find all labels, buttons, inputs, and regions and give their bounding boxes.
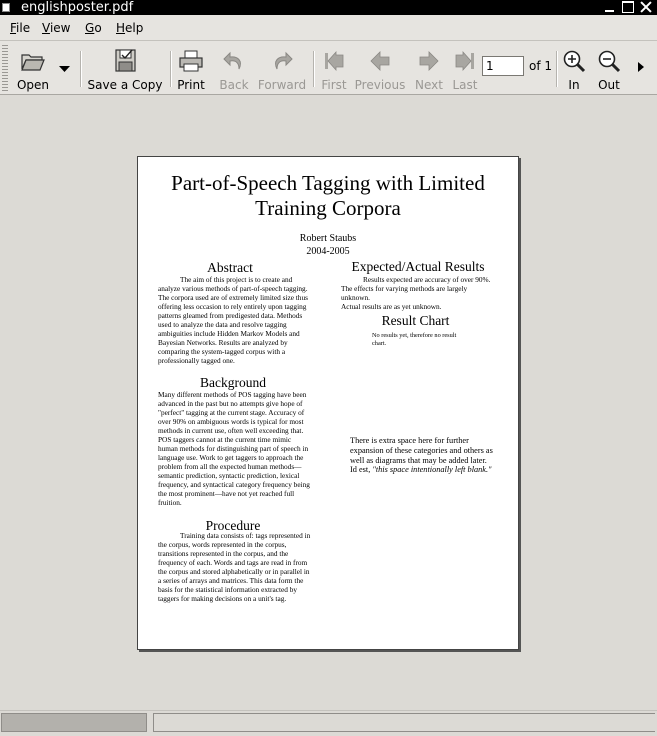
toolbar-handle[interactable] <box>2 45 8 91</box>
extra-space-note <box>350 436 494 475</box>
toolbar-overflow-arrow-icon[interactable] <box>638 62 644 72</box>
zoom-in-button[interactable] <box>560 45 588 93</box>
window-title: englishposter.pdf <box>21 0 134 15</box>
abstract-text: The aim of this project is to create and analyze various methods of part-of-speech tagging. The corpora used are of extremely limited size thus offering less occasion to rely entirely upon tagging patterns gleamed from predigested data. Methods used to analyze the data and resolve tagging ambiguities include Hidden Markov Models and Bayesian Networks. Results are analyzed by comparing the system-tagged corpus with a professionally tagged one. <box>158 275 308 365</box>
status-bar <box>0 710 657 736</box>
back-arrow-icon <box>221 49 247 73</box>
first-page-icon <box>321 49 347 73</box>
open-dropdown-arrow-icon[interactable] <box>58 65 71 73</box>
printer-icon <box>178 49 204 73</box>
next-label: Next <box>415 78 443 92</box>
zoom-out-icon <box>596 49 622 73</box>
toolbar-separator <box>170 51 172 87</box>
extra-space-italic: "this space intentionally left blank." <box>372 465 492 475</box>
first-label: First <box>321 78 347 92</box>
menu-bar <box>0 15 657 41</box>
page-number-input[interactable] <box>482 56 524 76</box>
results-text: Results expected are accuracy of over 90%. The effects for varying methods are largely unknown. <box>341 275 491 302</box>
background-heading: Background <box>200 375 266 390</box>
print-button[interactable] <box>174 45 208 93</box>
zoom-out-button[interactable] <box>594 45 624 93</box>
status-message <box>153 713 655 732</box>
next-page-button[interactable] <box>412 45 446 93</box>
author-years: 2004-2005 <box>306 246 350 257</box>
forward-button[interactable] <box>256 45 308 93</box>
results-text-block <box>341 275 491 311</box>
forward-label: Forward <box>257 78 307 92</box>
right-arrow-icon <box>416 49 442 73</box>
save-copy-label: Save a Copy <box>87 78 163 92</box>
author-block <box>138 232 518 258</box>
document-title-line1: Part-of-Speech Tagging with Limited <box>171 171 485 195</box>
background-text: Many different methods of POS tagging have been advanced in the past but no attempts give hope of "perfect" tagging at the current stage. Accuracy of over 90% on ambiguous words is typical for most methods in current use, often well exceeding that. POS taggers cannot at the current time mimic human methods for distinguishing part of speech in language use. Work to get taggers to approach the problem from all the expected human methods—semantic prediction, syntactic prediction, lexical frequency, and syntactical category frequency being the most prominent—have not yet reached full fruition. <box>158 390 310 507</box>
result-chart-heading: Result Chart <box>381 313 450 328</box>
pdf-page <box>137 156 519 650</box>
page-count-label: of 1 <box>529 59 553 73</box>
document-title <box>138 171 518 221</box>
zoom-in-icon <box>561 49 587 73</box>
menu-help[interactable]: Help <box>116 21 144 35</box>
window-titlebar <box>0 0 657 15</box>
result-chart-text: No results yet, therefore no result chart. <box>372 332 457 347</box>
last-page-icon <box>452 49 478 73</box>
extra-space-prefix: Id est, <box>350 465 373 475</box>
zoom-in-label: In <box>568 78 580 92</box>
folder-open-icon <box>20 49 46 73</box>
close-icon[interactable] <box>640 1 652 13</box>
previous-page-button[interactable] <box>352 45 408 93</box>
open-button[interactable] <box>12 45 54 93</box>
maximize-icon[interactable] <box>622 1 634 13</box>
progress-bar <box>1 713 147 732</box>
abstract-heading: Abstract <box>207 260 253 275</box>
toolbar-separator <box>80 51 82 87</box>
results-text-actual: Actual results are as yet unknown. <box>341 302 442 311</box>
author-name: Robert Staubs <box>299 233 357 244</box>
left-arrow-icon <box>367 49 393 73</box>
forward-arrow-icon <box>269 49 295 73</box>
previous-label: Previous <box>354 78 406 92</box>
back-label: Back <box>219 78 249 92</box>
menu-file[interactable]: File <box>10 21 31 35</box>
document-title-line2: Training Corpora <box>255 196 401 220</box>
first-page-button[interactable] <box>318 45 350 93</box>
back-button[interactable] <box>216 45 252 93</box>
open-label: Open <box>16 78 50 92</box>
procedure-heading: Procedure <box>205 518 261 533</box>
toolbar-separator <box>556 51 558 87</box>
procedure-text: Training data consists of: tags represented in the corpus, words represented in the corpus, transitions represented in the corpus, and the frequency of each. Words and tags are read in from the corpus and stored alphabetically or in parallel in a series of arrays and matrices. This data form the basis for the statistical information extracted by taggers for making decisions on a unit's tag. <box>158 531 311 603</box>
toolbar-separator <box>313 51 315 87</box>
extra-space-text: There is extra space here for further expansion of these categories and others as well as diagrams that may be added later. <box>350 436 493 465</box>
minimize-icon[interactable] <box>604 1 616 13</box>
floppy-disk-icon <box>112 49 138 73</box>
menu-view[interactable]: View <box>42 21 71 35</box>
last-page-button[interactable] <box>448 45 482 93</box>
zoom-out-label: Out <box>598 78 620 92</box>
save-copy-button[interactable] <box>86 45 164 93</box>
last-label: Last <box>452 78 478 92</box>
print-label: Print <box>177 78 205 92</box>
results-heading: Expected/Actual Results <box>351 259 485 274</box>
toolbar <box>0 41 657 95</box>
document-icon <box>2 3 10 12</box>
menu-go[interactable]: Go <box>85 21 102 35</box>
